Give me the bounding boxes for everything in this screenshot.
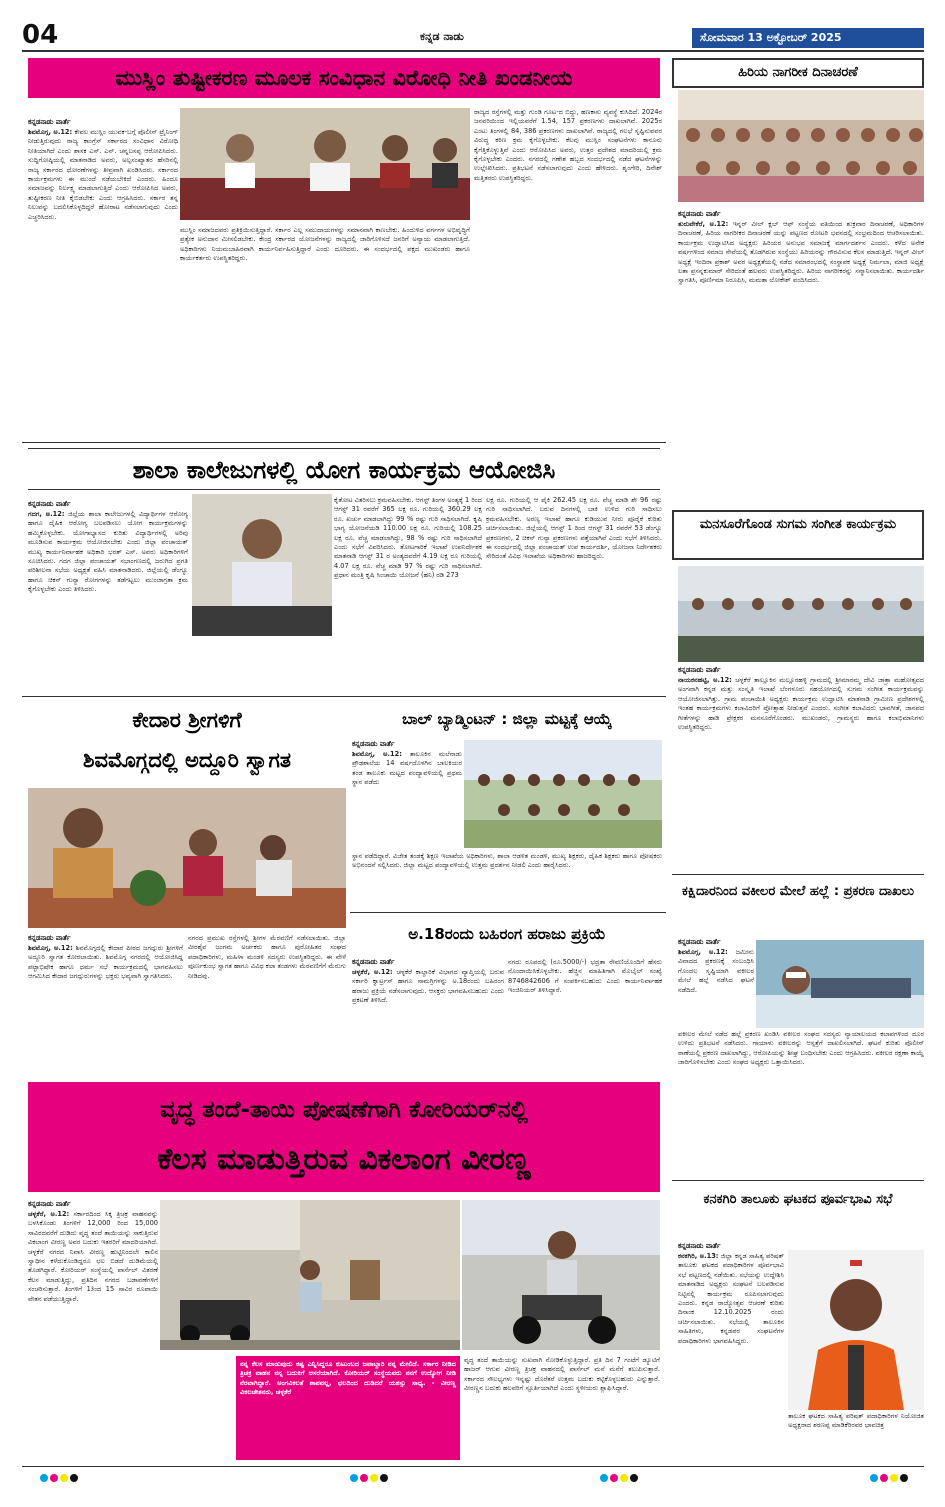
story5-column-1 [28,944,183,1044]
story9-byline [28,1200,158,1209]
story2-byline [678,210,924,219]
story9-headline-1: ವೃದ್ಧ ತಂದೆ-ತಾಯಿ ಪೋಷಣೆಗಾಗಿ ಕೋರಿಯರ್‌ನಲ್ಲಿ [160,1097,528,1123]
story3-col3-text: ಲಕ್ಷ ರೂ. ಗುರಿಯಲ್ಲಿ ಆ ಪೈಕಿ 262.45 ಲಕ್ಷ ರೂ. ವೆಚ್ಚ ಮಾಡಿ ಶೇ 96 ರಷ್ಟು ಗುರಿ ಸಾಧಿಸಲಾಗಿದೆ. ಬರುವ ದಿನಗಳಲ್ಲಿ ಬಾಕಿ ಉಳಿದ ಗುರಿ ಸಾಧಿಸಲು ಕ್ರಮವಹಿಸಬೇಕು. ಅರಣ್ಯ ಇಲಾಖೆ ಹಾಗೂ ಕುಡಿಯುವ ನೀರು ಪೂರೈಕೆ ಕುರಿತು ಚರ್ಚಿಸಲಾಯಿತು. ಜಿಲ್ಲೆಯಲ್ಲಿ ಆಗಸ್ಟ್ 1 ರಿಂದ ಆಗಸ್ಟ್ 31 ರವರೆಗೆ 53 ಡೆಂಗ್ಯೂ ಪ್ರಕರಣಗಳು, 2 ಚಿಕನ್ ಗುನ್ಯಾ ಪ್ರಕರಣಗಳು ಪತ್ತೆಯಾಗಿವೆ ಎಂದು ಸಭೆಗೆ ತಿಳಿಸಿದರು. ಈ ಸಂದರ್ಭದಲ್ಲಿ ಜಿಲ್ಲಾ ಪಂಚಾಯತ್ ಉಪ ಕಾರ್ಯದರ್ಶಿ, ಯೋಜನಾ ನಿರ್ದೇಶಕರು ಸೇರಿದಂತೆ ವಿವಿಧ ಇಲಾಖೆಯ ಅಧಿಕಾರಿಗಳು ಹಾಜರಿದ್ದರು. [486,496,662,561]
story9-headline-banner [28,1082,660,1192]
story1-headline-banner [28,58,660,98]
story7-column-2 [508,958,662,1044]
story1-col3-text: ರಾಜ್ಯದ ರಸ್ತೆಗಳಲ್ಲಿ ಮತ್ತು ಗುಂಡಿ ಗೂಟ-ದ ಬಿದ್ದು, ಹಣಕಾಸು ವ್ಯವಸ್ಥೆ ಕುಸಿದಿದೆ. 2024ರ ಜನವರಿಯಿಂದ ಇಲ್ಲಿಯವರೆಗೆ 1.54, 157 ಪ್ರಕರಣಗಳು ದಾಖಲಾಗಿವೆ. 2025ರ ಎಂಟು ತಿಂಗಳಲ್ಲಿ 84, 386 ಪ್ರಕರಣಗಳು ದಾಖಲಾಗಿವೆ. ರಾಜ್ಯದಲ್ಲಿ ಗಲಭೆ ಸೃಷ್ಟಿಸುವವರ ವಿರುದ್ಧ ಕಠಿಣ ಕ್ರಮ ಕೈಗೊಳ್ಳಬೇಕು. ಕೆಲವು ಮುಸ್ಲಿಂ ಸಂಘಟನೆಗಳು ಕಾನೂನು ಕೈಗೆತ್ತಿಕೊಳ್ಳುತ್ತಿವೆ ಎಂದು ಆರೋಪಿಸಿದ ಅವರು, ಉತ್ತರ ಪ್ರದೇಶದ ಮಾದರಿಯಲ್ಲಿ ಕ್ರಮ ಕೈಗೊಳ್ಳಬೇಕು ಎಂದರು. ನಗರದಲ್ಲಿ ಗಣೇಶ ಹಬ್ಬದ ಸಂದರ್ಭದಲ್ಲಿ ನಡೆದ ಘಟನೆಗಳನ್ನು ಉಲ್ಲೇಖಿಸಿದರು. ಪ್ರತಿಭಟನೆ ನಡೆಸಲಾಗುವುದು ಎಂದು ಹೇಳಿದರು. ಶೃಂಗೇರಿ, ದಿನೇಶ್ ಮತ್ತಿತರರು ಉಪಸ್ಥಿತರಿದ್ದರು. [474,108,662,182]
story4-byline [678,666,924,675]
story6-photo [464,740,662,848]
story1-byline [28,118,178,127]
story7-col2-text: ನಗದು ರೂಪದಲ್ಲಿ (ರೂ.5000/-) ಭದ್ರತಾ ಠೇವಣಿಯೊಂದಿಗೆ ಹೆಸರು ನೊಂದಾಯಿಸಿಕೊಳ್ಳಬೇಕು. ಹೆಚ್ಚಿನ ಮಾಹಿತಿಗಾಗಿ ಮೊಬೈಲ್ ಸಂಖ್ಯೆ 8746842606 ಗೆ ಸಂಪರ್ಕಿಸಬಹುದು ಎಂದು ಕಾರ್ಯನಿರ್ವಾಹಕ ಇಂಜಿನಿಯರ್ ತಿಳಿಸಿದ್ದಾರೆ. [508,958,662,995]
registration-marks-right [870,1474,930,1484]
story9-column-1 [28,1210,158,1460]
tricycle-rider-illustration [462,1200,660,1350]
story2-text: ಇನ್ನರ್ ವೀಲ್ ಕ್ಲಬ್ ಆಫ್ ಸಂಸ್ಥೆಯ ವತಿಯಿಂದ ಶುಕ್ರವಾರ ದಿನಾಚರಣೆ, ಅಧಿಕಾರಿಗಳ ದಿನಾಚರಣೆ, ಹಿರಿಯ ನಾಗರೀಕರ ದಿನಾಚರಣೆ ಯನ್ನು ಪಟ್ಟಣದ ರೋಟರಿ ಭವನದಲ್ಲಿ ಸಂಭ್ರಮದಿಂದ ಆಚರಿಸಲಾಯಿತು. ಕಾರ್ಯಕ್ರಮ ಉದ್ಘಾಟಿಸಿದ ಅಧ್ಯಕ್ಷರು ಹಿರಿಯರ ಅನುಭವ ಸಮಾಜಕ್ಕೆ ಮಾರ್ಗದರ್ಶನ ಎಂದರು. ಕಳೆದ ಅನೇಕ ವರ್ಷಗಳಿಂದ ಸಮಾಜ ಸೇವೆಯಲ್ಲಿ ತೊಡಗಿರುವ ಸಂಸ್ಥೆಯು ಹಿರಿಯರನ್ನು ಗೌರವಿಸುವ ಕೆಲಸ ಮಾಡುತ್ತಿದೆ. ಇನ್ನರ್ ವೀಲ್ ಅಧ್ಯಕ್ಷೆ ಇಂದಿರಾ ಪ್ರಕಾಶ್ ಅವರ ಅಧ್ಯಕ್ಷತೆಯಲ್ಲಿ ನಡೆದ ಸಮಾರಂಭದಲ್ಲಿ ಸಂಸ್ಥಾಪಕ ಅಧ್ಯಕ್ಷೆ ನಿರ್ಮಲಾ, ಮಾಜಿ ಅಧ್ಯಕ್ಷೆ ಲತಾ ಪ್ರಸನ್ನಕುಮಾರ್ ಸೇರಿದಂತೆ ಹಲವರು ಉಪಸ್ಥಿತರಿದ್ದರು. ಹಿರಿಯ ನಾಗರೀಕರನ್ನು ಸನ್ಮಾನಿಸಲಾಯಿತು. ಕಾರ್ಯದರ್ಶಿ ಸ್ವಾಗತಿಸಿ, ಪೂರ್ಣಿಮಾ ನಿರೂಪಿಸಿ, ಮಮತಾ ಲೋಕೇಶ್ ವಂದಿಸಿದರು. [678,220,924,285]
story1-col1-text: ಕೇವಲ ಮುಸ್ಲಿಂ ಯುವಕ-ಬಗ್ಗೆ ಪೊಲೀಸ್ ಟ್ರೈನಿಂಗ್ ನೀಡುತ್ತಿರುವುದು ರಾಜ್ಯ ಕಾಂಗ್ರೆಸ್ ಸರ್ಕಾರದ ಸಂವಿಧಾನ ವಿರೋಧಿ ನೀತಿಯಾಗಿದೆ ಎಂದು ಶಾಸಕ ಎಸ್. ಎನ್. ಚನ್ನಬಸಪ್ಪ ಆರೋಪಿಸಿದರು. ಸುದ್ದಿಗೋಷ್ಠಿಯಲ್ಲಿ ಮಾತನಾಡಿದ ಅವರು, ಅಲ್ಪಸಂಖ್ಯಾತರ ಹೆಸರಿನಲ್ಲಿ ರಾಜ್ಯ ಸರ್ಕಾರದ ಧೋರಣೆಗಳನ್ನು ತೀವ್ರವಾಗಿ ಖಂಡಿಸಿದರು. ಸರ್ಕಾರದ ಕಾರ್ಯಕ್ರಮಗಳು ಈ ಮುಂದೆ ನಡೆಯಬೇಕಿದೆ ಎಂದರು. ಹಿಂದೂ ಸಮಾಜವನ್ನು ನಿರ್ಲಕ್ಷ್ಯ ಮಾಡಲಾಗುತ್ತಿದೆ ಎಂದು ಆರೋಪಿಸಿದ ಅವರು, ತುಷ್ಟೀಕರಣ ನೀತಿ ಕೈಬಿಡಬೇಕು ಎಂದು ಆಗ್ರಹಿಸಿದರು. ಸರ್ಕಾರ ತನ್ನ ನಿಲುವನ್ನು ಬದಲಿಸಿಕೊಳ್ಳದಿದ್ದರೆ ಹೋರಾಟ ನಡೆಸಲಾಗುವುದು ಎಂದು ಎಚ್ಚರಿಸಿದರು. [28,128,178,221]
story2-place: ತುರುವೇಕೆರೆ, ಅ.12: [678,220,729,228]
story5-place: ಶಿವಮೊಗ್ಗ, ಅ.12: [28,944,73,952]
story9-place: ಚಳ್ಳಕೆರೆ, ಅ.12: [28,1210,70,1218]
story8-column-1 [678,948,754,1030]
story6-text: ಸ್ಥಾನ ಪಡೆದಿದ್ದಾರೆ. ವಿಜೇತ ತಂಡಕ್ಕೆ ಶಿಕ್ಷಣ ಇಲಾಖೆಯ ಅಧಿಕಾರಿಗಳು, ಶಾಲಾ ಆಡಳಿತ ಮಂಡಳಿ, ಮುಖ್ಯ ಶಿಕ್ಷಕರು, ದೈಹಿಕ ಶಿಕ್ಷಕರು ಹಾಗೂ ಪೋಷಕರು ಅಭಿನಂದನೆ ಸಲ್ಲಿಸಿದರು. ಜಿಲ್ಲಾ ಮಟ್ಟದ ಪಂದ್ಯಾವಳಿಯಲ್ಲಿ ಉತ್ತಮ ಪ್ರದರ್ಶನ ನೀಡಲಿ ಎಂದು ಹಾರೈಸಿದರು. [352,852,662,870]
story5-column-2 [188,934,346,1044]
story8-byline-text: ಕನ್ನಡನಾಡು ವಾರ್ತೆ [678,938,721,946]
story10-photo [788,1250,924,1410]
story9-column-3 [464,1356,660,1460]
story7-byline [352,958,504,967]
story10-caption [788,1412,924,1460]
story6-column-1 [352,750,462,850]
story8-text: ವಕೀಲರ ಮೇಲೆ ನಡೆದ ಹಲ್ಲೆ ಪ್ರಕರಣ ಖಂಡಿಸಿ ವಕೀಲರ ಸಂಘದ ಸದಸ್ಯರು ನ್ಯಾಯಾಲಯದ ಕಲಾಪಗಳಿಂದ ದೂರ ಉಳಿದು ಪ್ರತಿಭಟನೆ ನಡೆಸಿದರು. ಗಾಯಾಳು ವಕೀಲರನ್ನು ಆಸ್ಪತ್ರೆಗೆ ದಾಖಲಿಸಲಾಗಿದೆ. ಘಟನೆ ಕುರಿತು ಪೊಲೀಸ್ ಠಾಣೆಯಲ್ಲಿ ಪ್ರಕರಣ ದಾಖಲಾಗಿದ್ದು, ಆರೋಪಿಯನ್ನು ಶೀಘ್ರ ಬಂಧಿಸಬೇಕು ಎಂದು ಆಗ್ರಹಿಸಿದರು. ವಕೀಲರ ರಕ್ಷಣಾ ಕಾಯ್ದೆ ಜಾರಿಗೊಳಿಸಬೇಕು ಎಂದು ಸಂಘದ ಅಧ್ಯಕ್ಷರು ಒತ್ತಾಯಿಸಿದರು. [678,1030,924,1067]
story6-headline: ಬಾಲ್ ಬ್ಯಾಡ್ಮಿಂಟನ್ : ಜಿಲ್ಲಾ ಮಟ್ಟಕ್ಕೆ ಆಯ್ಕೆ [402,710,612,728]
story6-body [352,852,662,908]
story7-col1-text: ಚಳ್ಳಕೆರೆ ಕಾಲ್ದಾರಿಕೆ ವಿಭಾಗದ ವ್ಯಾಪ್ತಿಯಲ್ಲಿ ಬರುವ ಸರ್ಕಾರಿ ಕ್ವಾರ್ಟ್ರಸ್ ಹಾಗೂ ಸಾಮಗ್ರಿಗಳನ್ನು ಅ.18ರಂದು ಬಹಿರಂಗ ಹರಾಜು ಪ್ರಕ್ರಿಯೆ ನಡೆಸಲಾಗುವುದು. ಆಸಕ್ತರು ಭಾಗವಹಿಸಬಹುದು ಎಂದು ಪ್ರಕಟಣೆ ತಿಳಿಸಿದೆ. [352,968,504,1005]
divider-3 [350,912,666,913]
divider-4 [672,874,924,875]
story3-headline-banner [28,448,660,490]
story10-byline-text: ಕನ್ನಡನಾಡು ವಾರ್ತೆ [678,1242,721,1250]
story1-column-3 [474,108,662,438]
story1-place: ಶಿವಮೊಗ್ಗ, ಅ.12: [28,128,73,136]
story8-headline: ಕಕ್ಷಿದಾರನಿಂದ ವಕೀಲರ ಮೇಲೆ ಹಲ್ಲೆ : ಪ್ರಕರಣ ದಾಖಲು [682,884,914,899]
story5-photo [28,788,346,928]
story3-byline-text: ಕನ್ನಡನಾಡು ವಾರ್ತೆ [28,500,71,508]
story9-col1-text: ಸರ್ಕಾರದಿಂದ ಸಿಕ್ಕ ತ್ರಿಚಕ್ರ ವಾಹನವನ್ನು ಬಳಸಿಕೊಂಡು ತಿಂಗಳಿಗೆ 12,000 ರಿಂದ 15,000 ಸಾವಿರದವರೆಗೆ ದುಡಿದು ವೃದ್ಧ ತಂದೆ ತಾಯಿಯನ್ನು ಸಾಕುತ್ತಿರುವ ವಿಕಲಾಂಗ ವೀರಣ್ಣ ಅವರ ಬದುಕು ಇತರರಿಗೆ ಮಾದರಿಯಾಗಿದೆ. ಚಳ್ಳಕೆರೆ ನಗರದ ನಿವಾಸಿ ವೀರಣ್ಣ ಹುಟ್ಟಿನಿಂದಲೇ ಕಾಲಿನ ಸ್ವಾಧೀನ ಕಳೆದುಕೊಂಡಿದ್ದರೂ ಛಲ ಬಿಡದೆ ದುಡಿಮೆಯಲ್ಲಿ ತೊಡಗಿದ್ದಾರೆ. ಕೋರಿಯರ್ ಸಂಸ್ಥೆಯಲ್ಲಿ ಪಾರ್ಸೆಲ್ ವಿತರಣೆ ಕೆಲಸ ಮಾಡುತ್ತಿದ್ದು, ಪ್ರತಿದಿನ ನಗರದ ಬಡಾವಣೆಗಳಿಗೆ ಸಂಚರಿಸುತ್ತಾರೆ. ತಿಂಗಳಿಗೆ 13ಂದ 15 ಸಾವಿರ ರೂಪಾಯಿ ವೇತನ ಪಡೆಯುತ್ತಿದ್ದಾರೆ. [28,1210,158,1303]
story5-col1-text: ಶಿವಮೊಗ್ಗದಲ್ಲಿ ಕೇದಾರ ಪೀಠದ ಜಗದ್ಗುರು ಶ್ರೀಗಳಿಗೆ ಅದ್ದೂರಿ ಸ್ವಾಗತ ಕೋರಲಾಯಿತು. ಶಿವಮೊಗ್ಗ ನಗರದಲ್ಲಿ ಆಯೋಜಿಸಿದ್ದ ಪಟ್ಟಾಭಿಷೇಕ ಹಾಗೂ ಧರ್ಮ ಸಭೆ ಕಾರ್ಯಕ್ರಮದಲ್ಲಿ ಭಾಗವಹಿಸಲು ಆಗಮಿಸಿದ ಕೇದಾರ ಜಗದ್ಗುರುಗಳನ್ನು ಭಕ್ತರು ಭವ್ಯವಾಗಿ ಸ್ವಾಗತಿಸಿದರು. [28,944,183,981]
divider-2 [22,696,666,697]
story7-column-1 [352,968,504,1044]
story4-photo [678,566,924,662]
ritual-illustration [28,788,346,928]
story7-place: ಚಳ್ಳಕೆರೆ, ಅ.12: [352,968,393,976]
street-scene-illustration [160,1200,460,1350]
story10-text: ಜಿಲ್ಲಾ ಕನ್ನಡ ಸಾಹಿತ್ಯ ಪರಿಷತ್ ತಾಲೂಕು ಘಟಕದ ಪದಾಧಿಕಾರಿಗಳ ಪೂರ್ವಭಾವಿ ಸಭೆ ಪಟ್ಟಣದಲ್ಲಿ ನಡೆಯಿತು. ಸಭೆಯನ್ನು ಉದ್ದೇಶಿಸಿ ಮಾತನಾಡಿದ ಅಧ್ಯಕ್ಷರು ಸಂಘಟನೆ ಬಲಪಡಿಸುವ ನಿಟ್ಟಿನಲ್ಲಿ ಕಾರ್ಯಕ್ರಮ ರೂಪಿಸಲಾಗುವುದು ಎಂದರು. ಕನ್ನಡ ರಾಜ್ಯೋತ್ಸವ ಆಚರಣೆ ಕುರಿತು ದಿನಾಂಕ 12.10.2025 ರಂದು ಚರ್ಚಿಸಲಾಯಿತು. ಸಭೆಯಲ್ಲಿ ತಾಲೂಕಿನ ಸಾಹಿತಿಗಳು, ಕನ್ನಡಪರ ಸಂಘಟನೆಗಳ ಪದಾಧಿಕಾರಿಗಳು ಭಾಗವಹಿಸಿದ್ದರು. [678,1252,784,1345]
story5-byline [28,934,183,943]
story4-headline-banner [672,510,924,560]
date-bar [692,28,924,48]
story3-col2-text: ಕೈತೋಟ ವಿತರಿಸಲು ಕ್ರಮವಹಿಸಬೇಕು. ಆಗಸ್ಟ್ ತಿಂಗಳ ಅಂತ್ಯಕ್ಕೆ 1 ರಿಂದ ಆಗಸ್ಟ್ 31 ರವರೆಗೆ 365 ಲಕ್ಷ ರೂ. ಗುರಿಯಲ್ಲಿ 360.29 ಲಕ್ಷ ರೂ. ಖರ್ಚು ಮಾಡಲಾಗಿದ್ದು 99 % ರಷ್ಟು ಗುರಿ ಸಾಧಿಸಲಾಗಿದೆ. ಕೃಷಿ ಭಾಗ್ಯ ಯೋಜನೆಯಡಿ 110.00 ಲಕ್ಷ ರೂ. ಗುರಿಯಲ್ಲಿ 108.25 ಲಕ್ಷ ರೂ. ವೆಚ್ಚ ಮಾಡಲಾಗಿದ್ದು, 98 % ರಷ್ಟು ಗುರಿ ಸಾಧಿಸಲಾಗಿದೆ ಎಂದು ಸಭೆಗೆ ವಿವರಿಸಿದರು. ತೋಟಗಾರಿಕೆ ಇಲಾಖೆ ಉಪನಿರ್ದೇಶಕ ಮಾತನಾಡಿ ಆಗಸ್ಟ್ 31 ರ ಅಂತ್ಯದವರೆಗೆ 4.19 ಲಕ್ಷ ರೂ ಗುರಿಯಲ್ಲಿ 4.07 ಲಕ್ಷ ರೂ. ವೆಚ್ಚ ಮಾಡಿ 97 % ರಷ್ಟು ಗುರಿ ಸಾಧಿಸಲಾಗಿದೆ. ಪ್ರಧಾನ ಮಂತ್ರಿ ಕೃಷಿ ಸಿಂಚಾಯಿ ಯೋಜನೆ (ಹನಿ) ರಡಿ 273 [334,496,482,580]
story8-headline-banner [672,880,924,932]
registration-marks-center-2 [600,1474,660,1484]
story9-col3-text: ವೃದ್ಧ ತಂದೆ ತಾಯಿಯನ್ನು ಸುಖವಾಗಿ ನೋಡಿಕೊಳ್ಳುತ್ತಿದ್ದಾರೆ. ಪ್ರತಿ ದಿನ 7 ಗಂಟೆಗೆ ಡ್ಯೂಟಿಗೆ ಹಾಜರ್ ಆಗುವ ವೀರಣ್ಣ ತ್ರಿಚಕ್ರ ವಾಹನದಲ್ಲಿ ಪಾರ್ಸೆಲ್ ಮನೆ ಮನೆಗೆ ತಲುಪಿಸುತ್ತಾರೆ. ಸರ್ಕಾರದ ಸೌಲಭ್ಯಗಳು ಇನ್ನಷ್ಟು ದೊರೆತರೆ ಉತ್ತಮ ಬದುಕು ಕಟ್ಟಿಕೊಳ್ಳಬಹುದು ಎನ್ನುತ್ತಾರೆ. ವೀರಣ್ಣನ ಬದುಕು ಹಲವರಿಗೆ ಸ್ಫೂರ್ತಿಯಾಗಿದೆ ಎಂದು ಸ್ಥಳೀಯರು ಶ್ಲಾಘಿಸಿದ್ದಾರೆ. [464,1356,660,1393]
story4-place: ನಾಯಕನಹಟ್ಟಿ, ಅ.12: [678,676,732,684]
story1-column-2 [180,226,470,438]
story1-col2-text: ಮುಸ್ಲಿಂ ಸಮಾಜದವರು ಪ್ರತಿಕ್ರಿಯಿಸುತ್ತಿದ್ದಾರೆ. ಸರ್ಕಾರ ಎಲ್ಲ ಸಮುದಾಯಗಳನ್ನು ಸಮಾನವಾಗಿ ಕಾಣಬೇಕು. ಹಿಂದುಳಿದ ವರ್ಗಗಳ ಅಭಿವೃದ್ಧಿಗೆ ಪ್ರತ್ಯೇಕ ಅನುದಾನ ಮೀಸಲಿಡಬೇಕು. ಕೇಂದ್ರ ಸರ್ಕಾರದ ಯೋಜನೆಗಳನ್ನು ರಾಜ್ಯದಲ್ಲಿ ಜಾರಿಗೊಳಿಸದೆ ಜನರಿಗೆ ಅನ್ಯಾಯ ಮಾಡಲಾಗುತ್ತಿದೆ. ಅಧಿಕಾರಿಗಳು ನಿಯಮಬಾಹಿರವಾಗಿ ಕಾರ್ಯನಿರ್ವಹಿಸುತ್ತಿದ್ದಾರೆ ಎಂದು ದೂರಿದರು. ಈ ಸಂದರ್ಭದಲ್ಲಿ ಪಕ್ಷದ ಮುಖಂಡರು ಹಾಗೂ ಕಾರ್ಯಕರ್ತರು ಉಪಸ್ಥಿತರಿದ್ದರು. [180,226,470,263]
story2-headline-banner [672,58,924,88]
story3-place: ಗದಗ, ಅ.12: [28,510,65,518]
story3-column-3 [486,496,662,688]
story1-byline-text: ಕನ್ನಡನಾಡು ವಾರ್ತೆ [28,118,71,126]
story9-headline-2: ಕೆಲಸ ಮಾಡುತ್ತಿರುವ ವಿಕಲಾಂಗ ವೀರಣ್ಣ [157,1142,531,1177]
story3-headline: ಶಾಲಾ ಕಾಲೇಜುಗಳಲ್ಲಿ ಯೋಗ ಕಾರ್ಯಕ್ರಮ ಆಯೋಜಿಸಿ [132,456,556,484]
story6-byline [352,740,462,749]
date-text: ಸೋಮವಾರ 13 ಅಕ್ಟೋಬರ್ 2025 [700,31,842,44]
story5-headline-line2 [28,740,346,780]
story4-text: ಚಳ್ಳಕೆರೆ ತಾಲ್ಲೂಕಿನ ಮಲ್ಲೂರಹಳ್ಳಿ ಗ್ರಾಮದಲ್ಲಿ ಶ್ರೀಮಾರಮ್ಮ ದೇವಿ ಜಾತ್ರಾ ಮಹೋತ್ಸವದ ಅಂಗವಾಗಿ ಕನ್ನಡ ಮತ್ತು ಸಂಸ್ಕೃತಿ ಇಲಾಖೆ ಬೆಂಗಳೂರು ಸಹಯೋಗದಲ್ಲಿ ಸುಗಮ ಸಂಗೀತ ಕಾರ್ಯಕ್ರಮವನ್ನು ಆಯೋಜಿಸಲಾಗಿತ್ತು. ಗ್ರಾಮ ಪಂಚಾಯಿತಿ ಅಧ್ಯಕ್ಷರು ಕಾರ್ಯಕ್ರಮ ಉದ್ಘಾಟಿಸಿ ಮಾತನಾಡಿ ಗ್ರಾಮೀಣ ಪ್ರದೇಶಗಳಲ್ಲಿ ಇಂತಹ ಕಾರ್ಯಕ್ರಮಗಳು ಕಲಾವಿದರಿಗೆ ಪ್ರೋತ್ಸಾಹ ನೀಡುತ್ತವೆ ಎಂದರು. ಸಂಗೀತ ಕಲಾವಿದರು ಭಾವಗೀತೆ, ಜಾನಪದ ಗೀತೆಗಳನ್ನು ಹಾಡಿ ಪ್ರೇಕ್ಷಕರ ಮನಸೂರೆಗೊಂಡರು. ಮುಖಂಡರು, ಗ್ರಾಮಸ್ಥರು ಹಾಗೂ ಕಲಾಭಿಮಾನಿಗಳು ಉಪಸ್ಥಿತರಿದ್ದರು. [678,676,924,732]
story9-callout: ನನ್ನ ಕೆಲಸ ಮಾಡುವುದು ಕಷ್ಟ ಎನ್ನಿಸಿದ್ದರೂ ಕುಟುಂಬದ ಜವಾಬ್ದಾರಿ ನನ್ನ ಮೇಲಿದೆ. ಸರ್ಕಾರ ನೀಡಿದ ತ್ರಿಚಕ್ರ ವಾಹನ ನನ್ನ ಬದುಕಿಗೆ ಆಸರೆಯಾಗಿದೆ. ಕೋರಿಯರ್ ಸಂಸ್ಥೆಯವರು ನನಗೆ ಉದ್ಯೋಗ ನೀಡಿ ನೆರವಾಗಿದ್ದಾರೆ. ಅಂಗವಿಕಲತೆ ಶಾಪವಲ್ಲ, ಛಲದಿಂದ ದುಡಿದರೆ ಯಶಸ್ಸು ಸಾಧ್ಯ. - ವೀರಣ್ಣ ವಿಕಲಚೇತನರು, ಚಳ್ಳಕೆರೆ [240,1360,456,1397]
registration-marks-left [40,1474,100,1484]
story3-byline [28,500,188,509]
story6-place: ಶಿವಮೊಗ್ಗ, ಅ.12: [352,750,402,758]
story6-col1-text: ತಾಲೂಕಿನ ಮಲೆನಾಡು ಪ್ರೌಢಶಾಲೆಯ 14 ವರ್ಷದೊಳಗಿನ ಬಾಲಕಿಯರ ತಂಡ ತಾಲೂಕು ಮಟ್ಟದ ಪಂದ್ಯಾವಳಿಯಲ್ಲಿ ಪ್ರಥಮ ಸ್ಥಾನ ಪಡೆದು [352,750,462,787]
story3-col1-text: ಜಿಲ್ಲೆಯ ಶಾಲಾ ಕಾಲೇಜುಗಳಲ್ಲಿ ವಿದ್ಯಾರ್ಥಿಗಳ ಆರೋಗ್ಯ ಹಾಗೂ ದೈಹಿಕ ಆರೋಗ್ಯ ಬಲಪಡಿಸಲು ಯೋಗ ಕಾರ್ಯಕ್ರಮಗಳನ್ನು ಹಮ್ಮಿಕೊಳ್ಳಬೇಕು. ಯೋಗಾಭ್ಯಾಸದ ಕುರಿತು ವಿದ್ಯಾರ್ಥಿಗಳಲ್ಲಿ ಅರಿವು ಮೂಡಿಸುವ ಕಾರ್ಯಕ್ರಮ ಆಯೋಜಿಸಬೇಕು ಎಂದು ಜಿಲ್ಲಾ ಪಂಚಾಯತ್ ಮುಖ್ಯ ಕಾರ್ಯನಿರ್ವಾಹಕ ಅಧಿಕಾರಿ ಭರತ್ ಎಸ್. ಅವರು ಅಧಿಕಾರಿಗಳಿಗೆ ಸೂಚಿಸಿದರು. ಗದಗ ಜಿಲ್ಲಾ ಪಂಚಾಯತ್ ಸಭಾಂಗಣದಲ್ಲಿ ಜರುಗಿದ ಪ್ರಗತಿ ಪರಿಶೀಲನಾ ಸಭೆಯ ಅಧ್ಯಕ್ಷತೆ ವಹಿಸಿ ಮಾತನಾಡಿದರು. ಜಿಲ್ಲೆಯಲ್ಲಿ ಡೆಂಗ್ಯೂ ಹಾಗೂ ಚಿಕನ್ ಗುನ್ಯಾ ರೋಗಗಳನ್ನು ತಡೆಗಟ್ಟಲು ಮುಂಜಾಗ್ರತಾ ಕ್ರಮ ಕೈಗೊಳ್ಳಬೇಕು ಎಂದು ತಿಳಿಸಿದರು. [28,510,188,594]
story4-byline-text: ಕನ್ನಡನಾಡು ವಾರ್ತೆ [678,666,721,674]
press-meet-illustration [180,108,470,220]
story8-body [678,1030,924,1176]
divider-1 [22,442,666,443]
footer-rule [22,1466,924,1467]
header-rule [22,50,924,52]
story4-body [678,676,924,868]
team-photo-illustration [464,740,662,848]
story4-headline: ಮನಸೂರೆಗೊಂಡ ಸುಗಮ ಸಂಗೀತ ಕಾರ್ಯಕ್ರಮ [699,517,897,532]
story9-byline-text: ಕನ್ನಡನಾಡು ವಾರ್ತೆ [28,1200,71,1208]
story2-byline-text: ಕನ್ನಡನಾಡು ವಾರ್ತೆ [678,210,721,218]
story10-headline: ಕನಕಗಿರಿ ತಾಲೂಕು ಘಟಕದ ಪೂರ್ವಭಾವಿ ಸಭೆ [703,1192,893,1207]
story5-byline-text: ಕನ್ನಡನಾಡು ವಾರ್ತೆ [28,934,71,942]
story7-byline-text: ಕನ್ನಡನಾಡು ವಾರ್ತೆ [352,958,395,966]
story2-headline: ಹಿರಿಯ ನಾಗರೀಕ ದಿನಾಚರಣೆ [738,65,858,80]
story1-column-1 [28,128,178,438]
story8-col1-text: ಜಮೀನು ವಿವಾದದ ಪ್ರಕರಣಕ್ಕೆ ಸಂಬಂಧಿಸಿ ಗೊಂದಲ ಸೃಷ್ಟಿಯಾಗಿ ವಕೀಲರ ಮೇಲೆ ಹಲ್ಲೆ ನಡೆಸಿದ ಘಟನೆ ನಡೆದಿದೆ. [678,948,754,994]
story5-headline-1: ಕೇದಾರ ಶ್ರೀಗಳಿಗೆ [132,708,242,732]
music-event-illustration [678,566,924,662]
story5-headline-2: ಶಿವಮೊಗ್ಗದಲ್ಲಿ ಅದ್ದೂರಿ ಸ್ವಾಗತ [83,748,291,772]
story10-body [678,1252,784,1460]
story3-column-1 [28,510,188,690]
story3-column-2 [192,496,482,688]
story8-byline [678,938,754,947]
story9-photo-1 [160,1200,460,1350]
story1-headline: ಮುಸ್ಲಿಂ ತುಷ್ಟೀಕರಣ ಮೂಲಕ ಸಂವಿಧಾನ ವಿರೋಧಿ ನೀತಿ ಖಂಡನೀಯ [115,66,573,90]
story5-col2-text: ನಗರದ ಪ್ರಮುಖ ರಸ್ತೆಗಳಲ್ಲಿ ಶ್ರೀಗಳ ಮೆರವಣಿಗೆ ನಡೆಸಲಾಯಿತು. ಜಿಲ್ಲಾ ವೀರಶೈವ ಜಂಗಮ ಅರ್ಚಕರು ಹಾಗೂ ಪುರೋಹಿತರ ಸಂಘದ ಪದಾಧಿಕಾರಿಗಳು, ಮಹಿಳಾ ಮಂಡಳಿ ಸದಸ್ಯರು ಉಪಸ್ಥಿತರಿದ್ದರು. ಈ ವೇಳೆ ಪೂರ್ಣಕುಂಭ ಸ್ವಾಗತ ಹಾಗೂ ವಿವಿಧ ಕಲಾ ತಂಡಗಳು ಮೆರವಣಿಗೆಗೆ ಮೆರುಗು ನೀಡಿದವು. [188,934,346,980]
story5-headline-line1 [28,702,346,738]
story10-byline [678,1242,784,1251]
story10-headline-banner [672,1188,924,1240]
story7-headline: ಅ.18ರಂದು ಬಹಿರಂಗ ಹರಾಜು ಪ್ರಕ್ರಿಯೆ [408,925,606,943]
portrait-illustration [788,1250,924,1410]
page-number: 04 [22,20,59,50]
story2-photo [678,90,924,202]
registration-marks-center [350,1474,410,1484]
story9-column-2 [160,1356,234,1460]
divider-5 [672,1180,924,1181]
story6-byline-text: ಕನ್ನಡನಾಡು ವಾರ್ತೆ [352,740,395,748]
group-photo-illustration [678,90,924,202]
story9-photo-2 [462,1200,660,1350]
story10-place: ಕನಕಗಿರಿ, ಅ.13: [678,1252,719,1260]
story9-callout-box [236,1356,460,1460]
story8-photo [756,940,924,1028]
story6-headline-banner [352,704,662,734]
story7-headline-banner [352,918,662,950]
story1-photo [180,108,470,220]
masthead: ಕನ್ನಡ ನಾಡು [420,30,464,43]
story10-caption-text: ತಾಲೂಕ ಘಟಕದ ಸಾಹಿತ್ಯ ಪರಿಷತ್ ಪದಾಧಿಕಾರಿಗಳ ನಿಯೋಜಿತ ಅಧ್ಯಕ್ಷರಾದ ಶರಣಪ್ಪ ಮಾಡಿಕೆರಿರವರ ಭಾವಚಿತ್ರ [788,1412,924,1430]
story8-place: ಶಿವಮೊಗ್ಗ, ಅ.12: [678,948,728,956]
hospital-patient-illustration [756,940,924,1028]
story2-body [678,220,924,502]
